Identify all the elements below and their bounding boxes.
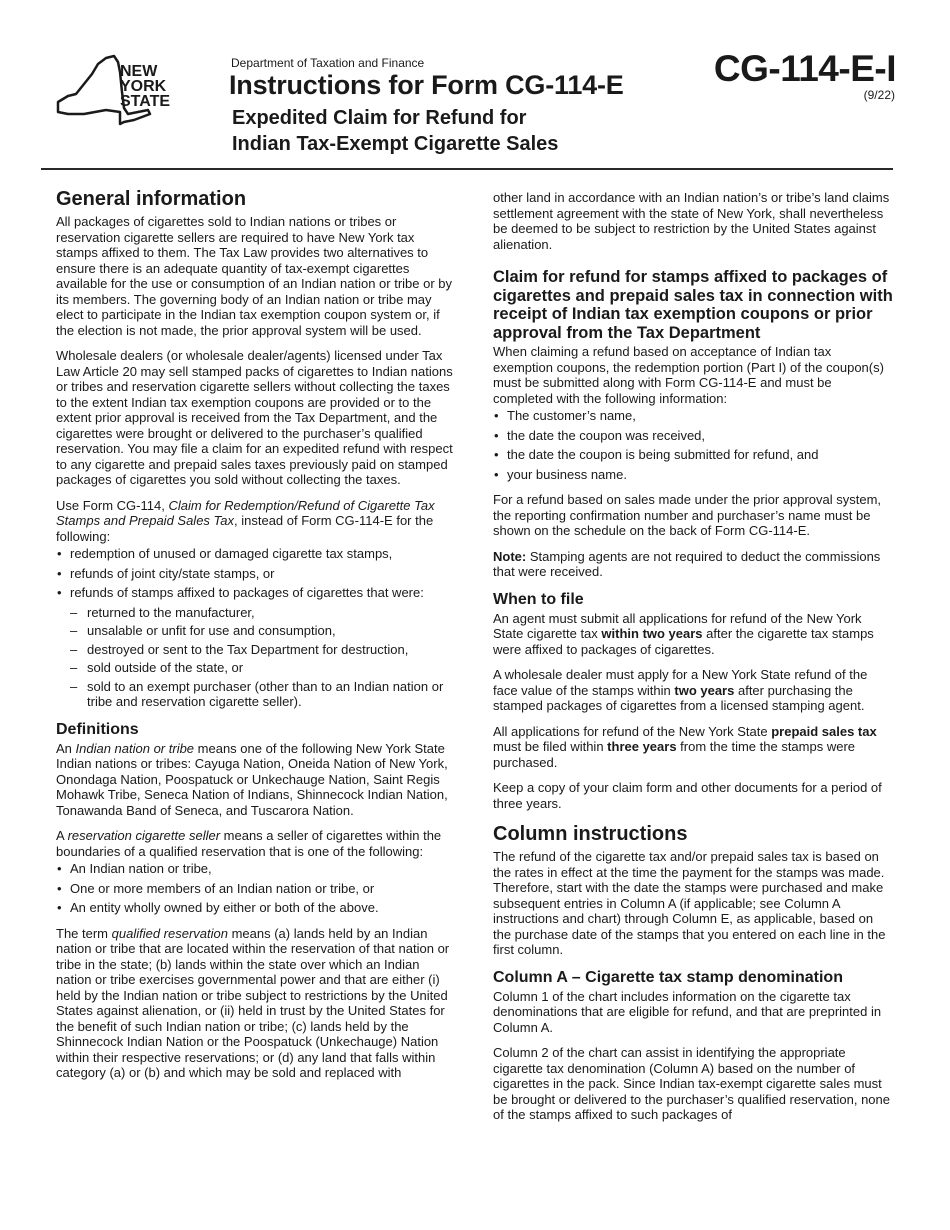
when3-emphasis-2: three years [607,739,677,754]
general-information-heading: General information [56,188,247,210]
list-item: • refunds of joint city/state stamps, or [56,566,456,582]
when1-text-c: after the cigarette tax stamps were affixed to packages of cigarettes. [493,626,874,657]
def1-term: Indian nation or tribe [75,740,195,756]
use-form-cg114-paragraph [56,498,456,545]
nys-logo [54,52,178,130]
definition-indian-nation [56,741,456,819]
column-a-paragraph-1: Column 1 of the chart includes information on the cigarette tax denominations that are eligible for refund, and that are preprinted in Column A. [493,988,882,1035]
list-item: • redemption of unused or damaged cigarette tax stamps, [56,546,456,562]
use-text-a: Use Form CG-114, [56,497,169,513]
def3-term: qualified reservation [111,925,228,941]
use-text-c: , instead of Form CG-114-E for the following: [56,513,434,544]
subtitle-line-1: Expedited Claim for Refund for [232,107,527,129]
note-label: Note: [493,548,527,564]
def2-text-a: A [56,828,68,843]
column-a-heading: Column A – Cigarette tax stamp denomination [493,968,843,986]
when2-emphasis: two years [674,682,735,698]
when3-emphasis-1: prepaid sales tax [771,723,877,739]
form-number: CG-114-E-I [713,48,896,89]
when2-text-c: after purchasing the stamped packages of cigarettes from a licensed stamping agent. [493,682,865,713]
def1-text-c: means one of the following New York State Indian nations or tribes: Cayuga Nation, Oneida Nation of New York, Onondaga Nation, Poospatuck or Unkechauge Nation, Saint Regis Mohawk Tribe, Seneca Nation of Indians, Shinnecock Indian Nation, Tonawanda Band of Seneca, and Tuscarora Nation. [56,740,448,818]
page-title: Instructions for Form CG-114-E [229,70,624,100]
definitions-heading: Definitions [56,720,139,738]
list-item: – sold outside of the state, or [56,660,456,676]
def2-term: reservation cigarette seller [67,828,221,843]
stamp-conditions-list [56,605,456,710]
definition-qualified-reservation [56,926,456,1081]
when1-emphasis: within two years [601,626,703,641]
note-paragraph [493,549,893,580]
def2-text-c: means a seller of cigarettes within the boundaries of a qualified reservation that is one of the following: [56,828,442,859]
header-divider [41,168,893,170]
cg114-form-title: Claim for Redemption/Refund of Cigarette Tax Stamps and Prepaid Sales Tax [56,497,435,528]
reservation-seller-list [56,861,456,916]
claim-paragraph-1: When claiming a refund based on acceptance of Indian tax exemption coupons, the redemption portion (Part I) of the coupon(s) must be submitted along with Form CG-114-E and must be completed with the following information: [493,344,884,406]
list-item: • An entity wholly owned by either or both of the above. [56,900,456,916]
logo-line-1: NEW [120,63,158,80]
when-paragraph-1 [493,611,893,658]
list-item: – sold to an exempt purchaser (other than to an Indian nation or tribe and reservation cigarette seller). [56,679,456,710]
claim-paragraph-2: For a refund based on sales made under the prior approval system, the reporting confirmation number and purchaser’s name must be shown on the schedule on the back of Form CG-114-E. [493,492,882,538]
general-paragraph-1: All packages of cigarettes sold to Indian nations or tribes or reservation cigarette sellers are required to have New York tax stamps affixed to them. The Tax Law provides two alternatives to ensure there is an adequate quantity of tax-exempt cigarettes available for the use or consumption of an Indian nation or tribe or by its members. The governing body of an Indian nation or tribe may elect to participate in the Indian tax exemption coupon system or, if the election is not made, the prior approval system will be used. [56,214,453,338]
revision-date: (9/22) [863,88,895,102]
logo-line-2: YORK [120,78,167,95]
list-item: • your business name. [493,467,893,483]
right-column [493,190,893,1133]
list-item: • One or more members of an Indian nation or tribe, or [56,881,456,897]
cg114-uses-list [56,546,456,601]
list-item: • The customer’s name, [493,408,893,424]
when3-text-c: must be filed within [493,739,608,754]
column-paragraph: The refund of the cigarette tax and/or prepaid sales tax is based on the rates in effect at the time the payment for the stamps was made. Therefore, start with the date the stamps were purchased and make subsequent entries in Column A (if applicable; see Column A instructions and chart) through Column E, as applicable, based on the purchase date of the stamps that you entered on each line in the first column. [493,849,886,957]
list-item: – unsalable or unfit for use and consumption, [56,623,456,639]
when-paragraph-4: Keep a copy of your claim form and other documents for a period of three years. [493,780,882,811]
department-name: Department of Taxation and Finance [231,56,425,70]
when3-text-a: All applications for refund of the New York State [493,723,772,739]
when1-text-a: An agent must submit all applications for refund of the New York State cigarette tax [493,610,862,641]
def3-text-a: The term [56,925,112,941]
list-item: • An Indian nation or tribe, [56,861,456,877]
list-item: • refunds of stamps affixed to packages of cigarettes that were: [56,585,456,601]
when2-text-a: A wholesale dealer must apply for a New York State refund of the face value of the stamps within [493,667,868,698]
def1-text-a: An [56,740,76,756]
list-item: – destroyed or sent to the Tax Department for destruction, [56,642,456,658]
when-paragraph-2 [493,667,893,714]
when-to-file-heading: When to file [493,590,584,608]
general-paragraph-2: Wholesale dealers (or wholesale dealer/agents) licensed under Tax Law Article 20 may sell stamped packs of cigarettes to Indian nations or tribes and reservation cigarette sellers without collecting the taxes to the extent Indian tax exemption coupons are provided or to the extent prior approval is received from the Tax Department, and the cigarettes were brought or delivered to the purchaser’s qualified reservation. You may file a claim for an expedited refund with respect to any cigarette and prepaid sales taxes previously paid on stamped packages of cigarettes you sold without collecting the taxes. [56,348,453,487]
subtitle-line-2: Indian Tax-Exempt Cigarette Sales [232,133,559,155]
when-paragraph-3 [493,724,893,771]
coupon-info-list [493,408,893,482]
logo-line-3: STATE [120,93,171,110]
page-header [0,0,950,172]
list-item: – returned to the manufacturer, [56,605,456,621]
new-york-state-map-icon [54,52,178,130]
list-item: • the date the coupon was received, [493,428,893,444]
continued-paragraph: other land in accordance with an Indian nation’s or tribe’s land claims settlement agreement with the state of New York, shall nevertheless be deemed to be subject to restriction by the United States against alienation. [493,190,890,252]
note-text: Stamping agents are not required to deduct the commissions that were received. [493,548,881,579]
list-item: • the date the coupon is being submitted for refund, and [493,447,893,463]
claim-for-refund-heading: Claim for refund for stamps affixed to packages of cigarettes and prepaid sales tax in connection with receipt of Indian tax exemption coupons or prior approval from the Tax Department [493,268,893,342]
def3-text-c: means (a) lands held by an Indian nation or tribe that are located within the reservation of that nation or tribe in the state; (b) lands within the state over which an Indian nation or tribe exercises governmental power and that are either (i) held by the Indian nation or tribe subject to restrictions by the United States against alienation, or (ii) held in trust by the United States for the benefit of such Indian nation or tribe; (c) lands held by the Shinnecock Indian Nation or the Poospatuck (Unkechauge) Nation within their respective reservations; or (d) any land that falls within category (a) or (b) and which may be sold and replaced with [56,925,450,1080]
definition-reservation-seller [56,828,456,859]
left-column [56,186,456,1091]
when3-text-e: from the time the stamps were purchased. [493,739,856,770]
page-subtitle [232,105,558,157]
column-instructions-heading: Column instructions [493,823,688,845]
column-a-paragraph-2: Column 2 of the chart can assist in identifying the appropriate cigarette tax denomination (Column A) based on the number of cigarettes in the pack. Since Indian tax-exempt cigarette sales must be brought or delivered to the purchaser’s qualified reservation, none of the stamps affixed to such packages of [493,1045,890,1122]
